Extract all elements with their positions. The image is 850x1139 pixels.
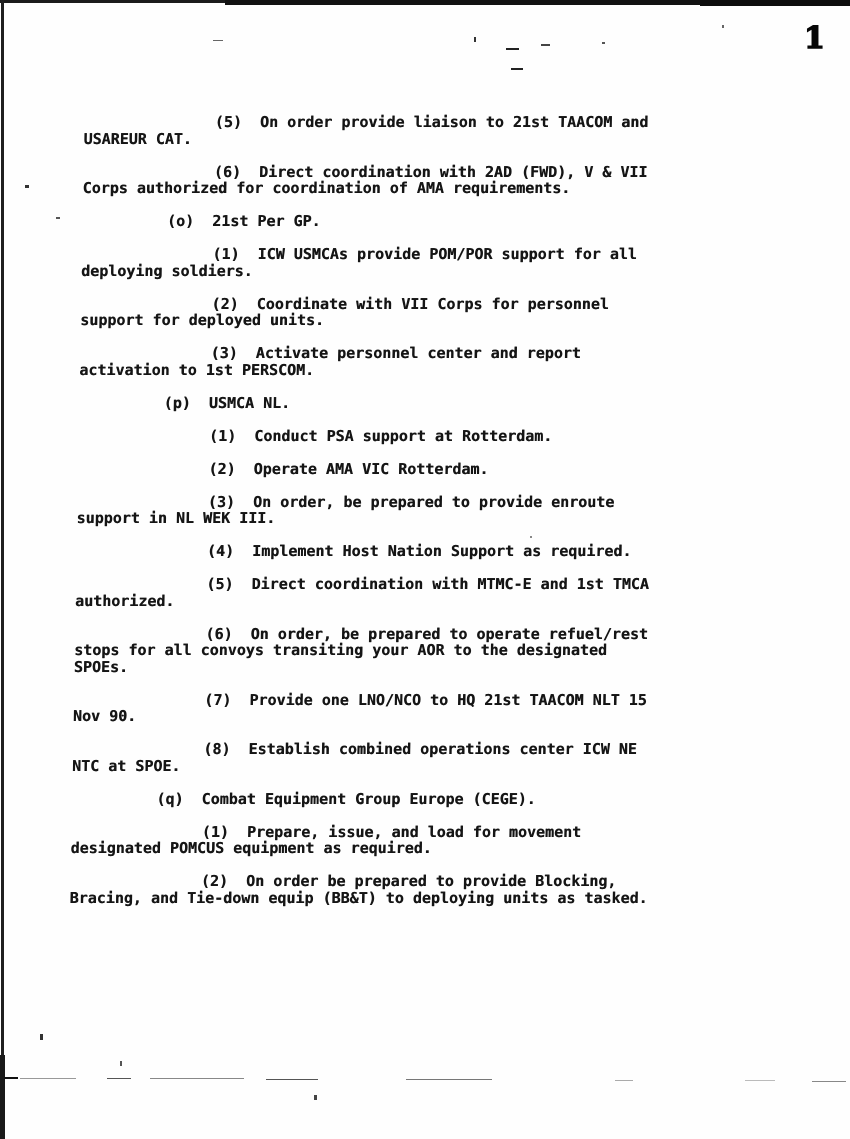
scan-speck — [56, 217, 60, 219]
paragraph: (1) ICW USMCAs provide POM/POR support for all deploying soldiers. — [80, 245, 638, 280]
scan-dash-line — [406, 1079, 492, 1080]
scan-dash — [541, 44, 550, 46]
scan-dash-line — [107, 1078, 131, 1079]
scan-speck — [314, 1095, 317, 1100]
paragraph: (o) 21st Per GP. — [166, 212, 321, 230]
page-number: 1 — [804, 21, 825, 56]
scan-edge-left-bottom — [0, 1055, 5, 1139]
paragraph: (3) Activate personnel center and report activation to 1st PERSCOM. — [79, 344, 582, 379]
paragraph: (5) Direct coordination with MTMC-E and 1st TMCA authorized. — [74, 575, 650, 610]
scan-dash-line — [20, 1078, 76, 1079]
scan-speck — [474, 37, 476, 42]
paragraph: (6) On order, be prepared to operate refuel/rest stops for all convoys transiting your AOR to the designated SPOEs. — [73, 624, 649, 676]
paragraph: (p) USMCA NL. — [163, 393, 291, 412]
scan-dash-line — [812, 1081, 846, 1082]
paragraph: (7) Provide one LNO/NCO to HQ 21st TAACOM NLT 15 Nov 90. — [72, 690, 647, 725]
scan-dash-line — [745, 1080, 775, 1081]
paragraph: (5) On order provide liaison to 21st TAACOM and USAREUR CAT. — [83, 113, 649, 148]
scan-speck — [722, 25, 724, 28]
document-text — [0, 114, 850, 923]
paragraph: (2) Operate AMA VIC Rotterdam. — [208, 459, 489, 478]
scan-dash-line — [615, 1080, 633, 1081]
scan-speck — [602, 42, 605, 44]
scan-dash — [511, 68, 523, 70]
paragraph: (3) On order, be prepared to provide enroute support in NL WEK III. — [76, 492, 615, 527]
scan-speck — [120, 1061, 122, 1066]
paragraph: (6) Direct coordination with 2AD (FWD), V & VII Corps authorized for coordination of AMA requirements. — [82, 162, 648, 197]
scan-dash — [506, 48, 519, 50]
scan-dash-line — [266, 1079, 318, 1080]
scan-speck — [25, 185, 29, 188]
paragraph: (8) Establish combined operations center ICW NE NTC at SPOE. — [71, 740, 638, 775]
paragraph: (1) Prepare, issue, and load for movement designated POMCUS equipment as required. — [70, 822, 582, 857]
scan-edge-top-right — [700, 0, 850, 6]
scan-speck — [213, 40, 223, 41]
paragraph: (2) On order be prepared to provide Blocking, Bracing, and Tie-down equip (BB&T) to deploying units as tasked. — [69, 872, 648, 907]
scan-dash-line — [150, 1078, 244, 1079]
scan-speck — [40, 1034, 43, 1040]
scan-speck — [530, 536, 532, 538]
paragraph: (1) Conduct PSA support at Rotterdam. — [208, 426, 553, 445]
paragraph: (q) Combat Equipment Group Europe (CEGE). — [156, 789, 536, 808]
paragraph: (2) Coordinate with VII Corps for personnel support for deployed units. — [80, 294, 610, 329]
paragraph: (4) Implement Host Nation Support as required. — [206, 542, 632, 560]
scan-dash-line — [4, 1077, 18, 1079]
